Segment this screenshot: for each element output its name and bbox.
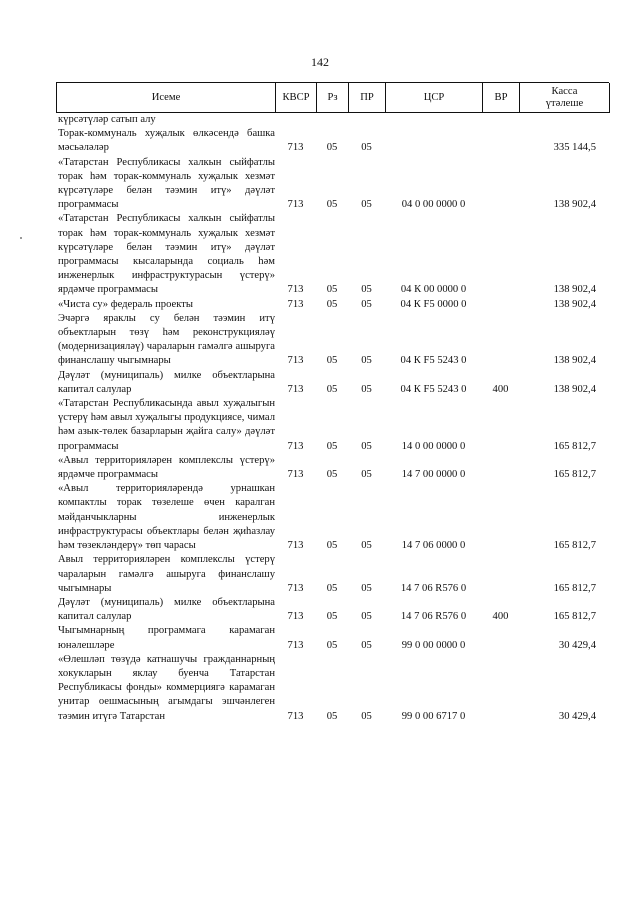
row-name: «Авыл территорияләрен комплекслы үстерү» ярдәмче программасы: [58, 454, 275, 481]
header-vr: ВР: [483, 83, 520, 113]
row-rz: 05: [326, 611, 338, 623]
row-pr: 05: [361, 298, 372, 310]
row-csr: 99 0 00 0000 0: [401, 639, 466, 651]
row-kvsr: 713: [287, 298, 304, 310]
row-csr: 04 0 00 0000 0: [401, 199, 466, 211]
row-pr: 05: [361, 611, 372, 623]
table-body: [56, 113, 609, 724]
row-kvsr: 713: [287, 284, 304, 296]
page-number: 142: [311, 55, 329, 69]
row-name: Эчәргә яраклы су белән тәэмин итү объектларын төзү һәм реконструкцияләү (модернизацияләү) чараларын гамәлгә ашыруга финанслашу чыгымнары: [58, 312, 275, 367]
row-kassa-sum: 165 812,7: [553, 540, 596, 552]
table-row: [56, 596, 609, 624]
row-kassa-sum: 138 902,4: [553, 383, 596, 395]
row-kassa-sum: 335 144,5: [553, 142, 596, 154]
row-csr: 99 0 00 6717 0: [401, 710, 466, 722]
table-row: [56, 653, 609, 724]
row-kassa-sum: 165 812,7: [553, 582, 596, 594]
row-name: «Татарстан Республикасы халкын сыйфатлы торак һәм торак-коммуналь хуҗалык хезмәт күрсәтүләре белән тәэмин итү» дәүләт программасы: [58, 156, 275, 211]
table-row: [56, 298, 609, 312]
margin-dot: [20, 237, 22, 239]
row-kvsr: 713: [287, 142, 304, 154]
row-pr: 05: [361, 469, 372, 481]
row-csr: 14 7 00 0000 0: [401, 469, 466, 481]
header-rz: Рз: [317, 83, 349, 113]
header-kvsr: КВСР: [276, 83, 317, 113]
row-rz: 05: [326, 440, 338, 452]
row-pr: 05: [361, 355, 372, 367]
row-rz: 05: [326, 469, 338, 481]
row-kvsr: 713: [287, 540, 304, 552]
row-kassa-sum: 138 902,4: [553, 355, 596, 367]
row-pr: 05: [361, 284, 372, 296]
header-csr: ЦСР: [386, 83, 483, 113]
row-rz: 05: [326, 298, 338, 310]
table-row: [56, 369, 609, 397]
row-csr: 04 К F5 0000 0: [400, 298, 467, 310]
row-name: «Татарстан Республикасы халкын сыйфатлы торак һәм торак-коммуналь хуҗалык хезмәт күрсәтүләре белән тәэмин итү» дәүләт программасы кысаларында социаль һәм инженерлык инфраструктурасын үстерү» ярдәмче программасы: [58, 213, 275, 296]
row-kvsr: 713: [287, 199, 304, 211]
row-kvsr: 713: [287, 611, 304, 623]
row-csr: 14 7 06 R576 0: [400, 611, 467, 623]
row-kvsr: 713: [287, 710, 304, 722]
row-csr: 14 0 00 0000 0: [401, 440, 466, 452]
row-csr: 14 7 06 R576 0: [400, 582, 467, 594]
row-name: «Өлешләп төзүдә катнашучы гражданнарның хокукларын яклау буенча Татарстан Республикасы фонды» коммерциягә карамаган унитар оешмасының агымдагы эшчәнлеген тәэмин итүгә Татарстан: [58, 653, 275, 722]
row-kassa-sum: 138 902,4: [553, 199, 596, 211]
row-pr: 05: [361, 540, 372, 552]
table-row: [56, 312, 609, 369]
row-kassa-sum: 165 812,7: [553, 440, 596, 452]
row-kassa-sum: 30 429,4: [558, 710, 596, 722]
table-row: [56, 454, 609, 482]
row-name: Торак-коммуналь хуҗалык өлкәсендә башка мәсьәләләр: [58, 128, 275, 154]
row-rz: 05: [326, 710, 338, 722]
row-kvsr: 713: [287, 383, 304, 395]
row-kvsr: 713: [287, 469, 304, 481]
row-name: Чыгымнарның программага карамаган юнәлешләре: [58, 625, 275, 651]
row-name: Авыл территорияләрен комплекслы үстерү чараларын гамәлгә ашыруга финанслашу чыгымнары: [58, 554, 275, 594]
table-row: [56, 212, 609, 297]
table-header: [56, 82, 609, 113]
table-row: [56, 127, 609, 155]
row-rz: 05: [326, 284, 338, 296]
row-pr: 05: [361, 383, 372, 395]
row-rz: 05: [326, 199, 338, 211]
header-kassa: Касса үтәлеше: [520, 83, 610, 113]
row-kvsr: 713: [287, 355, 304, 367]
row-name: күрсәтүләр сатып алу: [58, 114, 156, 125]
row-rz: 05: [326, 355, 338, 367]
row-kvsr: 713: [287, 639, 304, 651]
table-row: [56, 553, 609, 596]
table-row: [56, 156, 609, 213]
row-csr: 04 К F5 5243 0: [400, 355, 467, 367]
row-csr: 04 К F5 5243 0: [400, 383, 467, 395]
row-pr: 05: [361, 142, 372, 154]
row-pr: 05: [361, 199, 372, 211]
row-kvsr: 713: [287, 582, 304, 594]
table-row: [56, 397, 609, 454]
row-kvsr: 713: [287, 440, 304, 452]
table-row: [56, 624, 609, 652]
row-csr: 04 К 00 0000 0: [400, 284, 467, 296]
row-rz: 05: [326, 540, 338, 552]
table-row: [56, 482, 609, 553]
row-kassa-sum: 138 902,4: [553, 298, 596, 310]
row-name: «Татарстан Республикасында авыл хуҗалыгын үстерү һәм авыл хуҗалыгы продукциясе, чимал һәм азык-төлек базарларын җайга салу» дәүләт программасы: [58, 398, 275, 452]
row-name: «Авыл территорияләрендә урнашкан компактлы торак төзелеше өчен каралган мәйданчыкларны инженерлык инфраструктурасы объектлары белән җиһазлау һәм төзекләндерү» төп чарасы: [58, 483, 275, 552]
row-kassa-sum: 138 902,4: [553, 284, 596, 296]
row-rz: 05: [326, 142, 338, 154]
row-pr: 05: [361, 639, 372, 651]
table-row: [56, 113, 609, 127]
row-rz: 05: [326, 582, 338, 594]
row-name: Дәүләт (муниципаль) милке объектларына капитал салулар: [58, 596, 275, 623]
row-csr: 14 7 06 0000 0: [401, 540, 466, 552]
row-kassa-sum: 165 812,7: [553, 469, 596, 481]
budget-table: [56, 82, 609, 724]
row-kassa-sum: 165 812,7: [553, 611, 596, 623]
header-name: Исеме: [57, 83, 276, 113]
row-rz: 05: [326, 639, 338, 651]
row-pr: 05: [361, 582, 372, 594]
header-pr: ПР: [349, 83, 386, 113]
row-name: Дәүләт (муниципаль) милке объектларына капитал салулар: [58, 369, 275, 395]
row-kassa-sum: 30 429,4: [558, 639, 596, 651]
row-pr: 05: [361, 710, 372, 722]
row-vr: 400: [492, 383, 509, 395]
row-vr: 400: [492, 611, 509, 623]
row-name: «Чиста су» федераль проекты: [58, 298, 193, 310]
row-rz: 05: [326, 383, 338, 395]
row-pr: 05: [361, 440, 372, 452]
